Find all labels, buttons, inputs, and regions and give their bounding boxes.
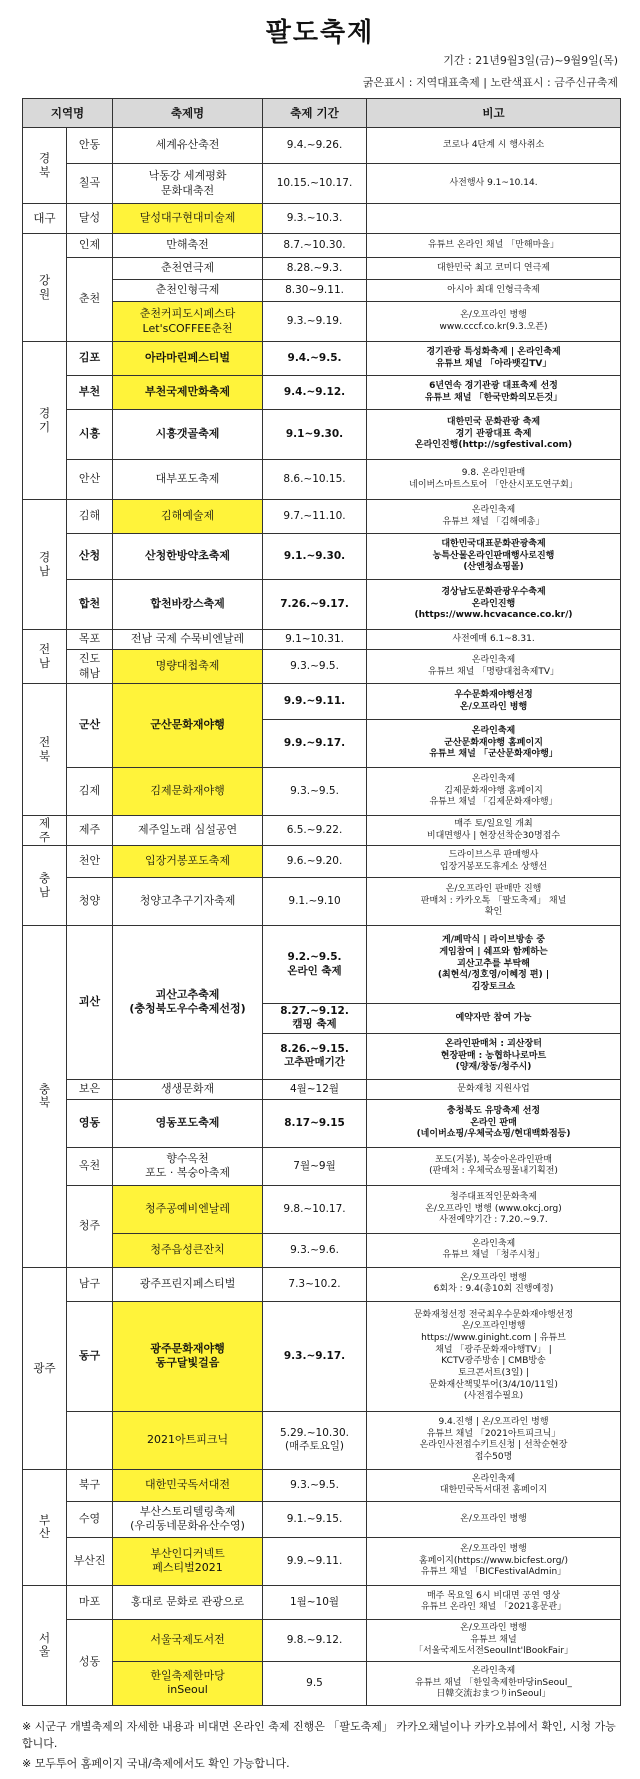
festival-name: 합천바캉스축제	[113, 580, 263, 630]
region-seoul: 서 울	[23, 1585, 67, 1705]
table-header	[23, 99, 621, 128]
festival-note: 온/오프라인 병행 유튜브 채널 「서울국제도서전SeoulInt'lBookFair」	[367, 1619, 621, 1661]
festival-name: 김해예술제	[113, 500, 263, 534]
festival-note: 게/페막식 | 라이브방송 중 게임참여 | 쉐프와 함께하는 괴산고추를 부탁해 (최현석/정호영/이혜정 편) | 김장토크쇼	[367, 926, 621, 1004]
area: 칠곡	[67, 164, 113, 204]
area: 성동	[67, 1619, 113, 1705]
table-row	[23, 128, 621, 164]
festival-note: 온/오프라인 병행 6회차 : 9.4(총10회 진행예정)	[367, 1267, 621, 1301]
festival-name: 낙동강 세계평화 문화대축전	[113, 164, 263, 204]
festival-note: 유튜브 온라인 채널 「만해마을」	[367, 234, 621, 258]
festival-period: 9.1~10.31.	[263, 630, 367, 650]
area: 김포	[67, 342, 113, 376]
table-row	[23, 1099, 621, 1147]
area: 괴산	[67, 926, 113, 1080]
festival-note: 예약자만 참여 가능	[367, 1004, 621, 1034]
festival-note: 충청북도 유망축제 선정 온라인 판매 (네이버쇼핑/우체국쇼핑/현대백화점등)	[367, 1099, 621, 1147]
area	[67, 1411, 113, 1469]
region-jeonnam: 전 남	[23, 630, 67, 684]
table-row	[23, 1411, 621, 1469]
festival-period: 8.27.~9.12. 캠핑 축제	[263, 1004, 367, 1034]
festival-note: 온/오프라인 병행 홈페이지(https://www.bicfest.org/) 유튜브 채널 「BICFestivalAdmin」	[367, 1537, 621, 1585]
festival-period: 9.7.~11.10.	[263, 500, 367, 534]
table-row	[23, 1185, 621, 1233]
festival-name: 광주프린지페스티벌	[113, 1267, 263, 1301]
festival-name: 부산스토리텔링축제 (우리동네문화유산수영)	[113, 1501, 263, 1537]
festival-period: 9.1.~9.10	[263, 878, 367, 926]
region-gangwon: 강 원	[23, 234, 67, 342]
festival-period: 7.26.~9.17.	[263, 580, 367, 630]
table-row	[23, 500, 621, 534]
area: 천안	[67, 846, 113, 878]
table-row	[23, 204, 621, 234]
area: 안산	[67, 460, 113, 500]
festival-name: 군산문화재야행	[113, 684, 263, 768]
header-note: 비고	[367, 99, 621, 128]
region-gyeonggi: 경 기	[23, 342, 67, 500]
festival-name: 부산인디커넥트 페스티벌2021	[113, 1537, 263, 1585]
festival-note: 우수문화재야행선정 온/오프라인 병행	[367, 684, 621, 720]
table-row	[23, 768, 621, 816]
festival-period: 6.5.~9.22.	[263, 816, 367, 846]
festival-period: 8.26.~9.15. 고추판매기간	[263, 1033, 367, 1079]
area: 남구	[67, 1267, 113, 1301]
festival-note: 매주 목요일 6시 비대면 공연 영상 유튜브 온라인 채널 「2021홍문관」	[367, 1585, 621, 1619]
area: 부천	[67, 376, 113, 410]
region-gwangju: 광주	[23, 1267, 67, 1469]
table-row	[23, 684, 621, 720]
area: 김해	[67, 500, 113, 534]
festival-period: 기간 : 21년9월3일(금)~9월9일(목)	[443, 54, 618, 67]
area: 진도 해남	[67, 650, 113, 684]
festival-note: 문화재청 지원사업	[367, 1079, 621, 1099]
festival-period: 9.3.~9.5.	[263, 650, 367, 684]
festival-period: 7월~9월	[263, 1147, 367, 1185]
festival-name: 춘천인형극제	[113, 280, 263, 302]
festival-period: 9.3.~9.5.	[263, 768, 367, 816]
festival-period: 4월~12월	[263, 1079, 367, 1099]
table-row	[23, 410, 621, 460]
festival-note: 대한민국 문화관광 축제 경기 관광대표 축제 온라인진행(http://sgfestival.com)	[367, 410, 621, 460]
table-row	[23, 1501, 621, 1537]
area: 동구	[67, 1301, 113, 1411]
festival-period: 9.1~9.30.	[263, 410, 367, 460]
festival-name: 아라마린페스티벌	[113, 342, 263, 376]
table-row	[23, 1079, 621, 1099]
festival-period: 9.3.~10.3.	[263, 204, 367, 234]
table-row	[23, 1147, 621, 1185]
table-row	[23, 460, 621, 500]
festival-period: 8.17~9.15	[263, 1099, 367, 1147]
festival-period: 8.28.~9.3.	[263, 258, 367, 280]
festival-period: 9.3.~9.5.	[263, 1469, 367, 1501]
festival-period: 9.9.~9.11.	[263, 1537, 367, 1585]
festival-note: 온라인축제 대한민국독서대전 홈페이지	[367, 1469, 621, 1501]
festival-note: 온라인축제 군산문화재야행 홈페이지 유튜브 채널 「군산문화재야행」	[367, 720, 621, 768]
region-daegu: 대구	[23, 204, 67, 234]
festival-name: 서울국제도서전	[113, 1619, 263, 1661]
footnote-modetour: ※ 모두투어 홈페이지 국내/축제에서도 확인 가능합니다.	[22, 1757, 290, 1770]
area: 춘천	[67, 258, 113, 342]
festival-period: 9.6.~9.20.	[263, 846, 367, 878]
table-row	[23, 1469, 621, 1501]
festival-period: 8.7.~10.30.	[263, 234, 367, 258]
festival-name: 2021아트피크닉	[113, 1411, 263, 1469]
festival-period: 1월~10월	[263, 1585, 367, 1619]
table-row	[23, 280, 621, 302]
area: 제주	[67, 816, 113, 846]
area: 군산	[67, 684, 113, 768]
table-row	[23, 258, 621, 280]
area: 인제	[67, 234, 113, 258]
festival-period: 9.9.~9.11.	[263, 684, 367, 720]
festival-name: 명량대첩축제	[113, 650, 263, 684]
festival-note: 사전행사 9.1~10.14.	[367, 164, 621, 204]
festival-name: 만해축전	[113, 234, 263, 258]
festival-name: 제주일노래 심설공연	[113, 816, 263, 846]
festival-period: 9.9.~9.17.	[263, 720, 367, 768]
table-row	[23, 1267, 621, 1301]
festival-note: 온라인축제 유튜브 채널 「청주시청」	[367, 1233, 621, 1267]
festival-note: 아시아 최대 인형극축제	[367, 280, 621, 302]
festival-name: 김제문화재야행	[113, 768, 263, 816]
festival-period: 10.15.~10.17.	[263, 164, 367, 204]
region-busan: 부 산	[23, 1469, 67, 1585]
festival-period: 9.1.~9.30.	[263, 534, 367, 580]
festival-period: 9.1.~9.15.	[263, 1501, 367, 1537]
table-row	[23, 1301, 621, 1411]
area: 영동	[67, 1099, 113, 1147]
festival-name: 춘천연극제	[113, 258, 263, 280]
table-row	[23, 846, 621, 878]
festival-name: 홍대로 문화로 관광으로	[113, 1585, 263, 1619]
area: 수영	[67, 1501, 113, 1537]
legend: 굵은표시 : 지역대표축제 | 노란색표시 : 금주신규축제	[362, 76, 618, 89]
header-festival: 축제명	[113, 99, 263, 128]
area: 김제	[67, 768, 113, 816]
festival-period: 9.3.~9.17.	[263, 1301, 367, 1411]
festival-name: 향수옥천 포도 · 복숭아축제	[113, 1147, 263, 1185]
festival-note: 온/오프라인 병행	[367, 1501, 621, 1537]
region-chungnam: 충 남	[23, 846, 67, 926]
festival-period: 5.29.~10.30. (매주토요일)	[263, 1411, 367, 1469]
region-gyeongnam: 경 남	[23, 500, 67, 630]
table-row	[23, 534, 621, 580]
table-row	[23, 302, 621, 342]
area: 보은	[67, 1079, 113, 1099]
festival-name: 청주읍성큰잔치	[113, 1233, 263, 1267]
festival-note: 경상남도문화관광우수축제 온라인진행 (https://www.hcvacance.co.kr/)	[367, 580, 621, 630]
table-row	[23, 580, 621, 630]
table-row	[23, 630, 621, 650]
table-row	[23, 164, 621, 204]
festival-name: 청주공예비엔날레	[113, 1185, 263, 1233]
festival-name: 대부포도축제	[113, 460, 263, 500]
festival-period: 9.4.~9.26.	[263, 128, 367, 164]
festival-name: 한일축제한마당 inSeoul	[113, 1661, 263, 1705]
festival-note: 온/오프라인 판매만 진행 판매처 : 카카오톡 「팔도축제」 채널 확인	[367, 878, 621, 926]
festival-note: 코로나 4단계 시 행사취소	[367, 128, 621, 164]
festival-note: 9.4.진행 | 온/오프라인 병행 유튜브 채널 「2021아트피크닉」 온라인사전접수키트신청 | 선착순현장 접수50명	[367, 1411, 621, 1469]
festival-name: 입장거봉포도축제	[113, 846, 263, 878]
area: 안동	[67, 128, 113, 164]
area: 청양	[67, 878, 113, 926]
festival-note: 온라인축제 유튜브 채널 「명량대첩축제TV」	[367, 650, 621, 684]
festival-note: 포도(거봉), 복숭아온라인판매 (판매처 : 우체국쇼핑몰내기획전)	[367, 1147, 621, 1185]
table-row	[23, 926, 621, 1004]
area: 합천	[67, 580, 113, 630]
festival-period: 9.8.~10.17.	[263, 1185, 367, 1233]
festival-period: 9.3.~9.6.	[263, 1233, 367, 1267]
festival-note: 9.8. 온라인판매 네이버스마트스토어 「안산시포도연구회」	[367, 460, 621, 500]
festival-name: 청양고추구기자축제	[113, 878, 263, 926]
table-row	[23, 342, 621, 376]
festival-note: 청주대표적인문화축제 온/오프라인 병행 (www.okcj.org) 사전예약기간 : 7.20.~9.7.	[367, 1185, 621, 1233]
festival-period: 9.4.~9.5.	[263, 342, 367, 376]
header-period: 축제 기간	[263, 99, 367, 128]
festival-note: 매주 토/일요일 개최 비대면행사 | 현장선착순30명접수	[367, 816, 621, 846]
table-row	[23, 1585, 621, 1619]
festival-name: 생생문화재	[113, 1079, 263, 1099]
festival-period: 8.6.~10.15.	[263, 460, 367, 500]
festival-name: 부천국제만화축제	[113, 376, 263, 410]
table-row	[23, 650, 621, 684]
region-jeonbuk: 전 북	[23, 684, 67, 816]
festival-name: 시흥갯골축제	[113, 410, 263, 460]
page-title: 팔도축제	[265, 18, 375, 48]
table-row	[23, 1661, 621, 1705]
table-row	[23, 234, 621, 258]
area: 달성	[67, 204, 113, 234]
festival-name: 괴산고추축제 (충청북도우수축제선정)	[113, 926, 263, 1080]
table-row	[23, 376, 621, 410]
festival-note: 대한민국 최고 코미디 연극제	[367, 258, 621, 280]
festival-period: 9.8.~9.12.	[263, 1619, 367, 1661]
festival-period: 9.5	[263, 1661, 367, 1705]
festival-note: 경기관광 특성화축제 | 온라인축제 유튜브 채널 「아라뱃길TV」	[367, 342, 621, 376]
area: 마포	[67, 1585, 113, 1619]
region-jeju: 제 주	[23, 816, 67, 846]
festival-period: 9.3.~9.19.	[263, 302, 367, 342]
area: 청주	[67, 1185, 113, 1267]
table-row	[23, 878, 621, 926]
area: 목포	[67, 630, 113, 650]
festival-note: 온라인축제 유튜브 채널 「한일축제한마당inSeoul_ 日韓交流おまつりinSeoul」	[367, 1661, 621, 1705]
festival-note: 문화재청선정 전국최우수문화재야행선정 온/오프라인병행 https://www.ginight.com | 유튜브 채널 「광주문화재야행TV」 | KCTV광주방송 | CMB방송 토크콘서트(3일) | 문화재산책및투어(3/4/10/11일) (사전접수필요)	[367, 1301, 621, 1411]
festival-name: 세계유산축전	[113, 128, 263, 164]
festival-note: 드라이브스루 판매행사 입장거봉포도휴게소 상행선	[367, 846, 621, 878]
area: 옥천	[67, 1147, 113, 1185]
festival-name: 달성대구현대미술제	[113, 204, 263, 234]
table-row	[23, 1537, 621, 1585]
area: 산청	[67, 534, 113, 580]
area: 북구	[67, 1469, 113, 1501]
festival-note: 온라인축제 김제문화재야행 홈페이지 유튜브 채널 「김제문화재야행」	[367, 768, 621, 816]
area: 부산진	[67, 1537, 113, 1585]
festival-note	[367, 204, 621, 234]
festival-note: 대한민국대표문화관광축제 농특산물온라인판매행사로진행 (산엔청쇼핑몰)	[367, 534, 621, 580]
festival-name: 광주문화재야행 동구달빛걸음	[113, 1301, 263, 1411]
festival-period: 7.3~10.2.	[263, 1267, 367, 1301]
festival-note: 온/오프라인 병행 www.cccf.co.kr(9.3.오픈)	[367, 302, 621, 342]
region-gyeongbuk: 경 북	[23, 128, 67, 204]
festival-note: 6년연속 경기관광 대표축제 선정 유튜브 채널 「한국만화의모든것」	[367, 376, 621, 410]
festival-name: 영동포도축제	[113, 1099, 263, 1147]
table-row	[23, 1619, 621, 1661]
table-row	[23, 816, 621, 846]
festival-period: 9.2.~9.5. 온라인 축제	[263, 926, 367, 1004]
festival-table	[22, 98, 621, 1706]
header-region: 지역명	[23, 99, 113, 128]
festival-note: 사전예매 6.1~8.31.	[367, 630, 621, 650]
footnote-kakao: ※ 시군구 개별축제의 자세한 내용과 비대면 온라인 축제 진행은 「팔도축제」 카카오채널이나 카카오뷰에서 확인, 시청 가능합니다.	[22, 1720, 616, 1751]
festival-name: 산청한방약초축제	[113, 534, 263, 580]
area: 시흥	[67, 410, 113, 460]
festival-period: 8.30~9.11.	[263, 280, 367, 302]
table-row	[23, 1233, 621, 1267]
festival-name: 전남 국제 수묵비엔날레	[113, 630, 263, 650]
festival-note: 온라인축제 유튜브 채널 「김해예총」	[367, 500, 621, 534]
region-chungbuk: 충 북	[23, 926, 67, 1268]
festival-note: 온라인판매처 : 괴산장터 현장판매 : 농협하나로마트 (양재/창동/청주시)	[367, 1033, 621, 1079]
festival-name: 춘천커피도시페스타 Let'sCOFFEE춘천	[113, 302, 263, 342]
festival-period: 9.4.~9.12.	[263, 376, 367, 410]
festival-name: 대한민국독서대전	[113, 1469, 263, 1501]
